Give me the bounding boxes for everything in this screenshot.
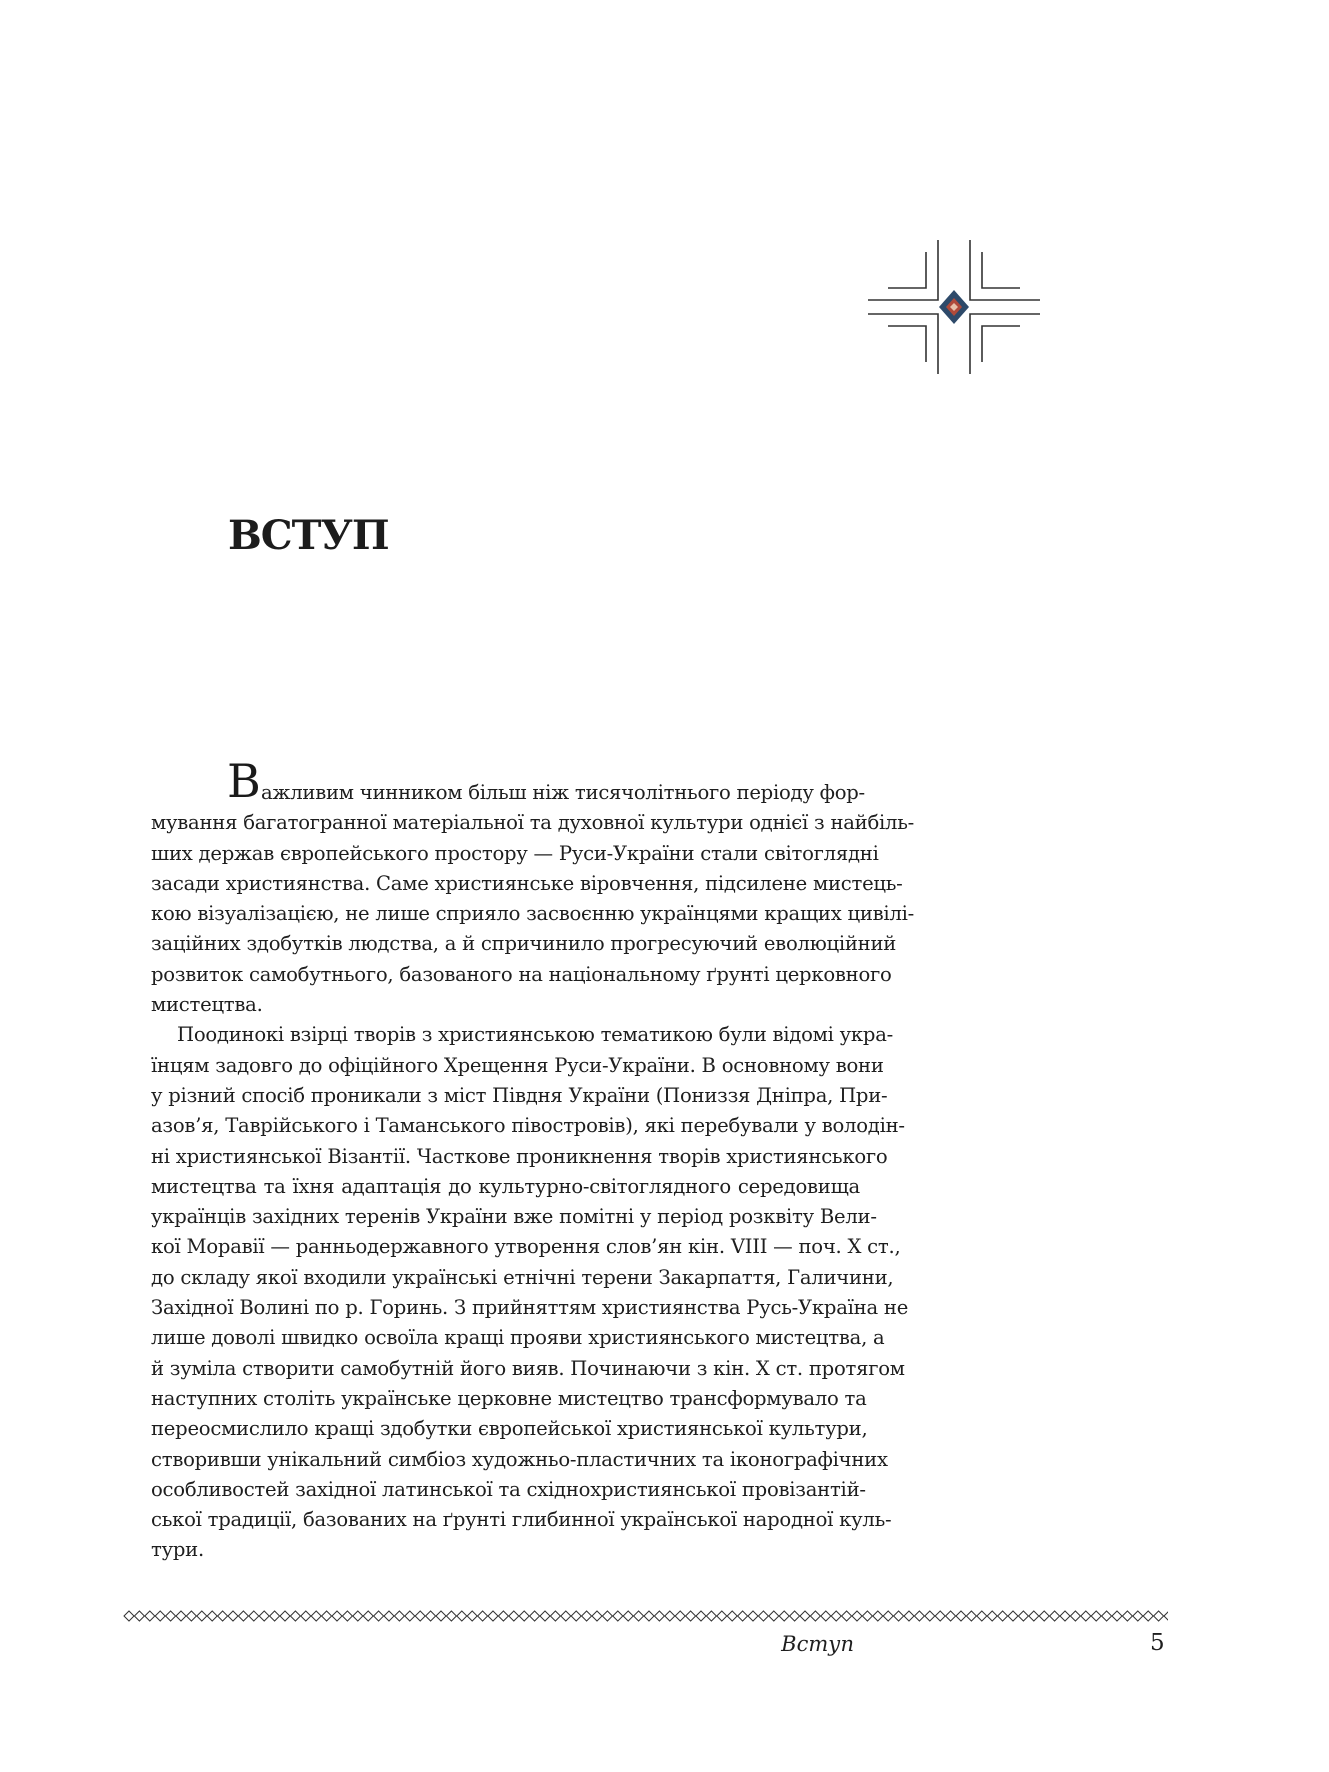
- running-head: Вступ: [781, 1632, 854, 1656]
- text-line-rest: ажливим чинником більш ніж тисячолітнього періоду фор-: [261, 781, 865, 804]
- text-line: наступних століть українське церковне мистецтво трансформувало та: [151, 1386, 867, 1410]
- text-line: особливостей західної латинської та східнохристиянської провізантій-: [151, 1477, 866, 1501]
- text-line: кою візуалізацією, не лише сприяло засвоєнню українцями кращих цивілі-: [151, 902, 915, 926]
- text-line: розвиток самобутнього, базованого на національному ґрунті церковного: [151, 962, 892, 986]
- text-line: мистецтва та їхня адаптація до культурно-світоглядного середовища: [151, 1174, 860, 1198]
- text-line: засади християнства. Саме християнське віровчення, підсилене мистець-: [151, 871, 903, 895]
- text-line: у різний спосіб проникали з міст Півдня України (Пониззя Дніпра, При-: [151, 1083, 888, 1107]
- text-line: [151, 754, 865, 808]
- text-line: ших держав європейського простору — Руси-України стали світоглядні: [151, 841, 879, 865]
- text-line: кої Моравії — ранньодержавного утворення слов’ян кін. VIII — поч. X ст.,: [151, 1235, 901, 1259]
- text-line: до складу якої входили українські етнічні терени Закарпаття, Галичини,: [151, 1265, 894, 1289]
- text-line: азов’я, Таврійського і Таманського півостровів), які перебували у володін-: [151, 1114, 905, 1138]
- text-line: їнцям задовго до офіційного Хрещення Руси-України. В основному вони: [151, 1053, 884, 1077]
- text-line: Західної Волині по р. Горинь. З прийняттям християнства Русь-Україна не: [151, 1296, 909, 1320]
- text-line: мування багатогранної матеріальної та духовної культури однієї з найбіль-: [151, 811, 915, 835]
- text-line: лише доволі швидко освоїла кращі прояви християнського мистецтва, а: [151, 1326, 885, 1350]
- cross-ornament-icon: [868, 240, 1040, 374]
- text-line: мистецтва.: [151, 993, 263, 1017]
- text-line: заційних здобутків людства, а й спричинило прогресуючий еволюційний: [151, 932, 897, 956]
- text-line: Поодинокі взірці творів з християнською тематикою були відомі укра-: [177, 1023, 893, 1047]
- text-line: переосмислило кращі здобутки європейської християнської культури,: [151, 1417, 868, 1441]
- text-line: й зуміла створити самобутній його вияв. Починаючи з кін. X ст. протягом: [151, 1356, 905, 1380]
- text-line: ської традиції, базованих на ґрунті глибинної української народної куль-: [151, 1508, 892, 1532]
- diamond-border-rule: [120, 1608, 1168, 1624]
- text-line: тури.: [151, 1538, 204, 1562]
- page-number: 5: [1150, 1630, 1165, 1656]
- text-line: створивши унікальний симбіоз художньо-пластичних та іконографічних: [151, 1447, 888, 1471]
- body-text: [151, 754, 915, 1566]
- text-line: українців західних теренів України вже помітні у період розквіту Вели-: [151, 1205, 877, 1229]
- chapter-title: ВСТУП: [228, 512, 389, 559]
- drop-cap: В: [227, 754, 261, 808]
- text-line: ні християнської Візантії. Часткове проникнення творів християнського: [151, 1144, 888, 1168]
